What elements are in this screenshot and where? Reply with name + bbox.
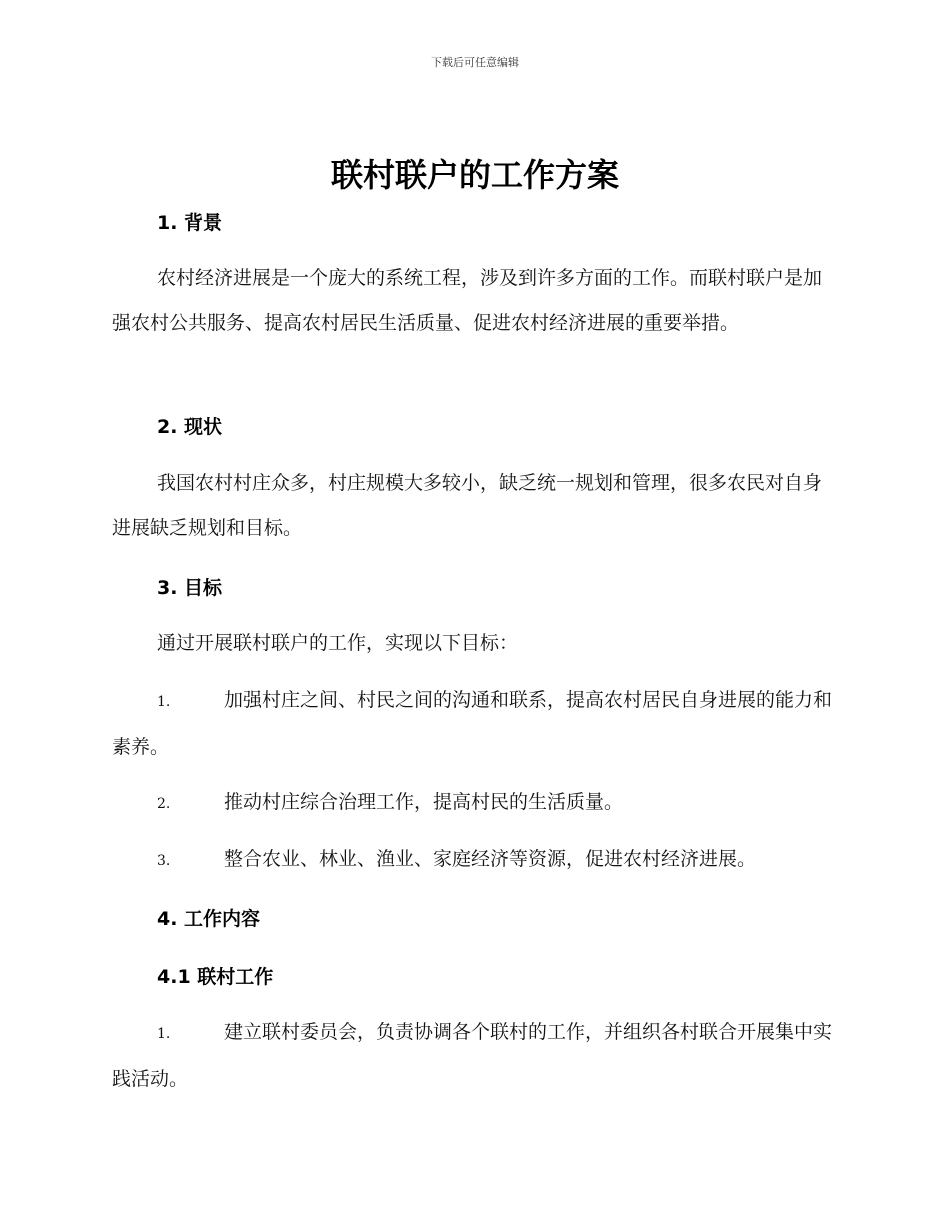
- section-heading-goals: 3. 目标: [157, 577, 223, 599]
- section-heading-background: 1. 背景: [157, 212, 223, 234]
- paragraph-background: 农村经济进展是一个庞大的系统工程，涉及到许多方面的工作。而联村联户是加强农村公共服务、提高农村居民生活质量、促进农村经济进展的重要举措。: [112, 267, 823, 334]
- list-item-number: 1.: [157, 694, 171, 710]
- list-item: [112, 837, 837, 884]
- list-item-text: 整合农业、林业、渔业、家庭经济等资源，促进农村经济进展。: [224, 848, 757, 870]
- page-header-note: 下载后可任意编辑: [431, 56, 519, 69]
- document-title: 联村联户的工作方案: [330, 156, 619, 194]
- paragraph-status: 我国农村村庄众多，村庄规模大多较小，缺乏统一规划和管理，很多农民对自身进展缺乏规划和目标。: [112, 472, 823, 539]
- list-item: [112, 1010, 837, 1102]
- list-item-text: 推动村庄综合治理工作，提高村民的生活质量。: [224, 791, 624, 813]
- paragraph-goals-intro: 通过开展联村联户的工作，实现以下目标：: [157, 632, 519, 654]
- list-item: [112, 678, 837, 770]
- list-item-number: 2.: [157, 796, 171, 812]
- section-heading-status: 2. 现状: [157, 416, 223, 438]
- subsection-heading-village: 4.1 联村工作: [157, 966, 274, 988]
- section-heading-content: 4. 工作内容: [157, 908, 261, 930]
- list-item-number: 1.: [157, 1026, 171, 1042]
- list-item-number: 3.: [157, 853, 171, 869]
- list-item-text: 建立联村委员会，负责协调各个联村的工作，并组织各村联合开展集中实践活动。: [112, 1021, 833, 1090]
- list-item: [112, 780, 837, 827]
- list-item-text: 加强村庄之间、村民之间的沟通和联系，提高农村居民自身进展的能力和素养。: [112, 689, 833, 758]
